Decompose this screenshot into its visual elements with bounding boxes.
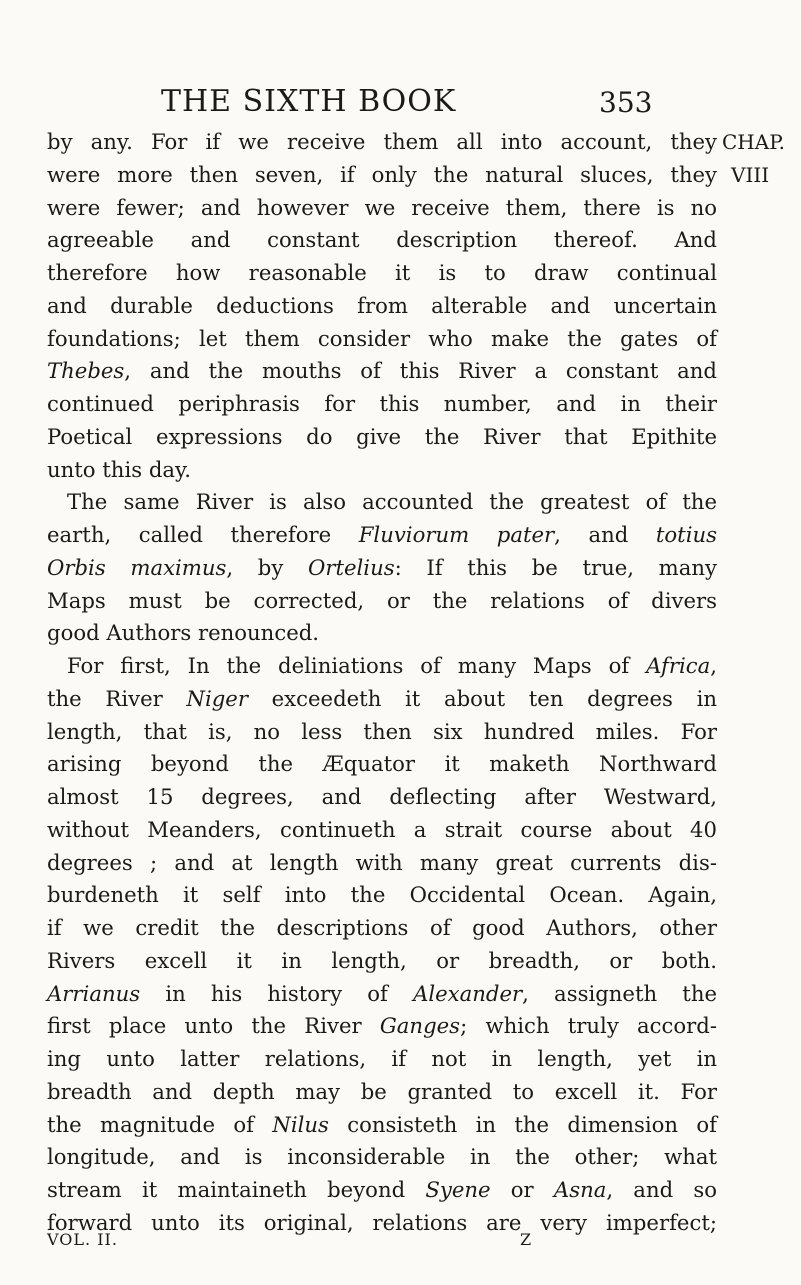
- text-segment: if we credit the descriptions of good Authors, other: [47, 915, 717, 940]
- text-segment: Poetical expressions do give the River that Epithite: [47, 423, 717, 449]
- italic-term: Fluviorum pater: [358, 522, 555, 547]
- text-line: [47, 683, 717, 716]
- text-segment: , by: [226, 554, 308, 580]
- text-line: [47, 748, 717, 781]
- text-segment: continued periphrasis for this number, and in their: [47, 391, 717, 416]
- signature-mark: Z: [520, 1230, 533, 1249]
- text-segment: The same River is also accounted the greatest of the: [67, 489, 717, 515]
- text-segment: longitude, and is inconsiderable in the other; what: [47, 1144, 717, 1170]
- text-line: [47, 519, 717, 552]
- text-segment: , and the mouths of this River a constant and: [124, 358, 717, 384]
- text-segment: forward unto its original, relations are very imperfect;: [47, 1209, 717, 1235]
- body-text: [47, 126, 717, 1240]
- text-line: [47, 585, 717, 618]
- text-segment: ,: [710, 653, 717, 678]
- text-line: [47, 388, 717, 421]
- italic-term: Niger: [186, 685, 248, 711]
- text-segment: good Authors renounced.: [47, 620, 320, 646]
- italic-term: Asna: [553, 1177, 607, 1202]
- text-segment: Maps must be corrected, or the relations of divers: [47, 587, 717, 613]
- text-line: [47, 224, 717, 257]
- text-segment: or: [490, 1177, 554, 1202]
- volume-label: VOL. II.: [47, 1230, 118, 1249]
- text-segment: were more then seven, if only the natural sluces, they: [47, 161, 717, 187]
- text-line: [47, 486, 717, 519]
- text-line: [47, 814, 717, 847]
- text-line: [47, 617, 717, 650]
- running-title: THE SIXTH BOOK: [161, 84, 457, 119]
- text-segment: by any. For if we receive them all into account, they: [47, 129, 717, 154]
- text-segment: without Meanders, continueth a strait course about 40: [47, 816, 717, 842]
- text-segment: agreeable and constant description thereof. And: [47, 227, 717, 253]
- text-segment: unto this day.: [47, 456, 191, 482]
- text-segment: consisteth in the dimension of: [328, 1111, 717, 1137]
- italic-term: Arrianus: [47, 980, 141, 1006]
- text-line: [47, 978, 717, 1011]
- text-segment: : If this be true, many: [394, 554, 717, 580]
- text-segment: therefore how reasonable it is to draw continual: [47, 260, 717, 285]
- text-segment: the magnitude of: [47, 1111, 273, 1137]
- text-segment: the River: [47, 685, 187, 711]
- text-line: [47, 192, 717, 225]
- text-segment: first place unto the River: [47, 1013, 380, 1039]
- text-line: [47, 1174, 717, 1207]
- text-segment: in his history of: [140, 980, 414, 1006]
- text-line: [47, 1109, 717, 1142]
- text-line: [47, 781, 717, 814]
- text-line: [47, 1141, 717, 1174]
- text-segment: burdeneth it self into the Occidental Ocean. Again,: [47, 882, 717, 908]
- text-line: [47, 159, 717, 192]
- text-line: [47, 290, 717, 323]
- margin-chapter-label: CHAP.: [722, 130, 785, 154]
- text-line: [47, 912, 717, 945]
- text-line: [47, 1076, 717, 1109]
- text-line: [47, 650, 717, 683]
- text-segment: ing unto latter relations, if not in length, yet in: [47, 1046, 717, 1071]
- text-segment: ; which truly accord-: [460, 1013, 718, 1039]
- text-segment: length, that is, no less then six hundred miles. For: [47, 718, 717, 744]
- text-line: [47, 945, 717, 978]
- text-line: [47, 454, 717, 487]
- text-line: [47, 879, 717, 912]
- text-line: [47, 355, 717, 388]
- text-line: [47, 421, 717, 454]
- text-segment: foundations; let them consider who make the gates of: [47, 325, 717, 351]
- text-segment: , and so: [606, 1177, 717, 1202]
- text-segment: Rivers excell it in length, or breadth, or both.: [47, 947, 717, 973]
- text-line: [47, 323, 717, 356]
- text-segment: were fewer; and however we receive them, there is no: [47, 194, 717, 220]
- text-segment: exceedeth it about ten degrees in: [247, 685, 717, 711]
- text-segment: , assigneth the: [522, 980, 718, 1006]
- text-line: [47, 552, 717, 585]
- text-segment: earth, called therefore: [47, 522, 359, 547]
- italic-term: Nilus: [272, 1111, 329, 1137]
- italic-term: Ortelius: [307, 554, 395, 580]
- italic-term: Africa: [646, 653, 711, 678]
- running-header: [0, 84, 801, 124]
- text-line: [47, 716, 717, 749]
- text-segment: almost 15 degrees, and deflecting after Westward,: [47, 784, 717, 809]
- text-segment: , and: [554, 522, 656, 547]
- text-segment: For first, In the deliniations of many Maps of: [67, 653, 647, 678]
- text-line: [47, 126, 717, 159]
- page-number: 353: [599, 86, 653, 119]
- italic-term: Alexander: [413, 980, 523, 1006]
- margin-chapter-number: VIII: [731, 163, 770, 187]
- text-segment: stream it maintaineth beyond: [47, 1177, 426, 1202]
- text-line: [47, 257, 717, 290]
- text-segment: arising beyond the Æquator it maketh Northward: [47, 751, 717, 777]
- italic-term: totius: [655, 522, 717, 547]
- italic-term: Syene: [425, 1177, 491, 1202]
- text-segment: and durable deductions from alterable and uncertain: [47, 292, 717, 318]
- text-line: [47, 847, 717, 880]
- text-line: [47, 1043, 717, 1076]
- italic-term: Ganges: [379, 1013, 461, 1039]
- italic-term: Thebes: [47, 358, 125, 384]
- italic-term: Orbis maximus: [47, 554, 227, 580]
- text-line: [47, 1010, 717, 1043]
- text-segment: breadth and depth may be granted to excell it. For: [47, 1078, 717, 1104]
- text-segment: degrees ; and at length with many great currents dis-: [47, 849, 717, 875]
- page-footer: [47, 1230, 717, 1254]
